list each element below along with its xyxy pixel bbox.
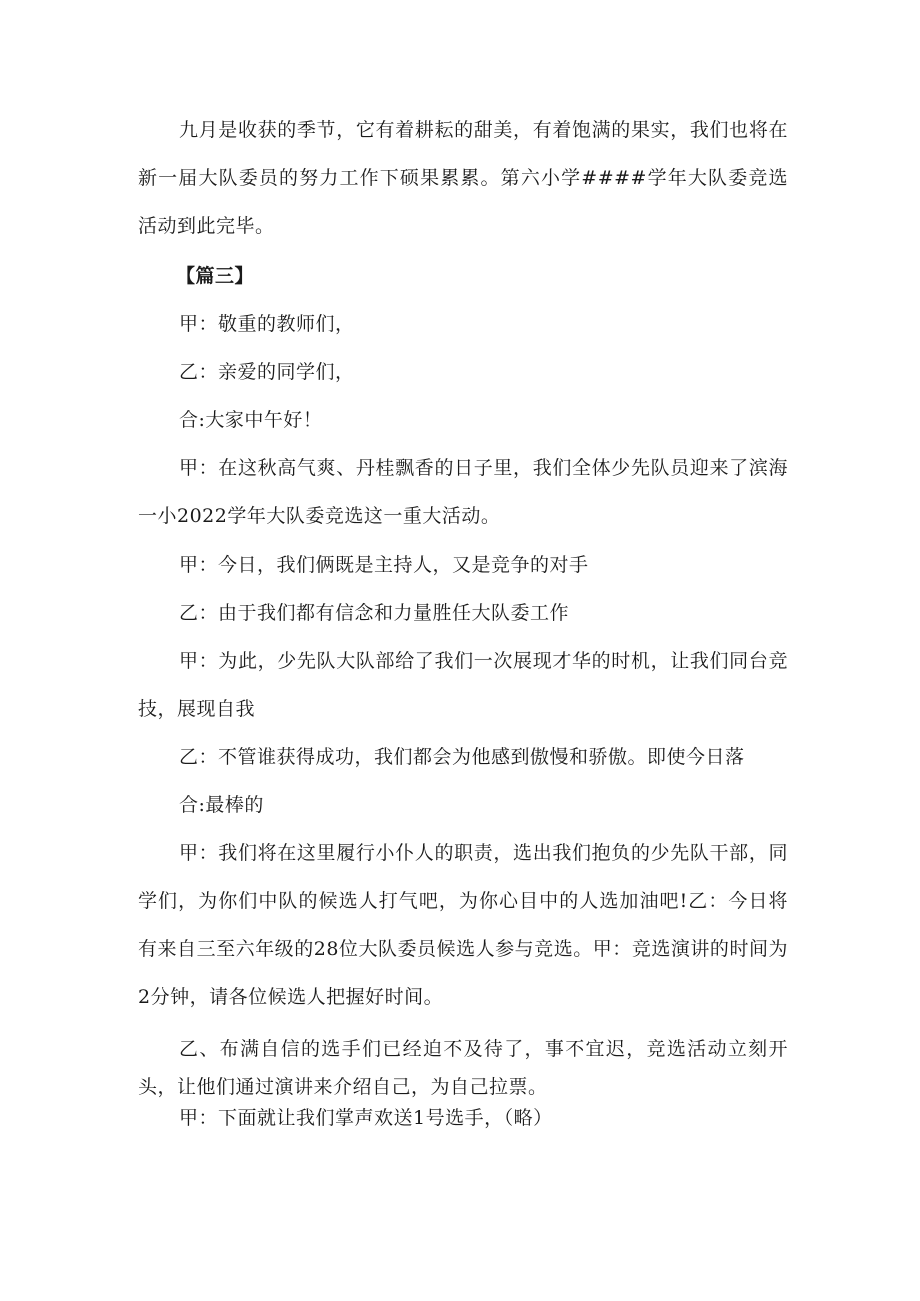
paragraph-start: 乙、布满自信的选手们已经迫不及待了，事不宜迟，竞选活动立刻开头，让他们通过演讲来介绍自己，为自己拉票。	[138, 1038, 788, 1098]
section-heading: 【篇三】	[176, 265, 255, 287]
paragraph-pride: 乙：不管谁获得成功，我们都会为他感到傲慢和骄傲。即使今日落	[179, 746, 745, 768]
paragraph-greeting-teachers: 甲：敬重的教师们，	[179, 313, 355, 335]
paragraph-best: 合:最棒的	[179, 794, 264, 816]
paragraph-first-contestant: 甲：下面就让我们掌声欢送1号选手，（略）	[179, 1107, 553, 1129]
paragraph-closing: 九月是收获的季节，它有着耕耘的甜美，有着饱满的果实，我们也将在新一届大队委员的努力工作下硕果累累。第六小学####学年大队委竞选活动到此完毕。	[138, 119, 788, 237]
paragraph-event-intro: 甲：在这秋高气爽、丹桂飘香的日子里，我们全体少先队员迎来了滨海一小2022学年大队委竞选这一重大活动。	[138, 457, 788, 527]
paragraph-opportunity: 甲：为此，少先队大队部给了我们一次展现才华的时机，让我们同台竞技，展现自我	[138, 650, 788, 720]
paragraph-greeting-students: 乙：亲爱的同学们，	[179, 361, 355, 383]
paragraph-confidence: 乙：由于我们都有信念和力量胜任大队委工作	[179, 602, 570, 624]
paragraph-greeting-all: 合:大家中午好！	[179, 409, 323, 431]
paragraph-hosts-rivals: 甲：今日，我们俩既是主持人，又是竞争的对手	[179, 554, 589, 576]
paragraph-duties: 甲：我们将在这里履行小仆人的职责，选出我们抱负的少先队干部，同学们，为你们中队的候选人打气吧，为你心目中的人选加油吧!乙：今日将有来自三至六年级的28位大队委员候选人参与竞选。甲：竞选演讲的时间为2分钟，请各位候选人把握好时间。	[138, 842, 788, 1008]
